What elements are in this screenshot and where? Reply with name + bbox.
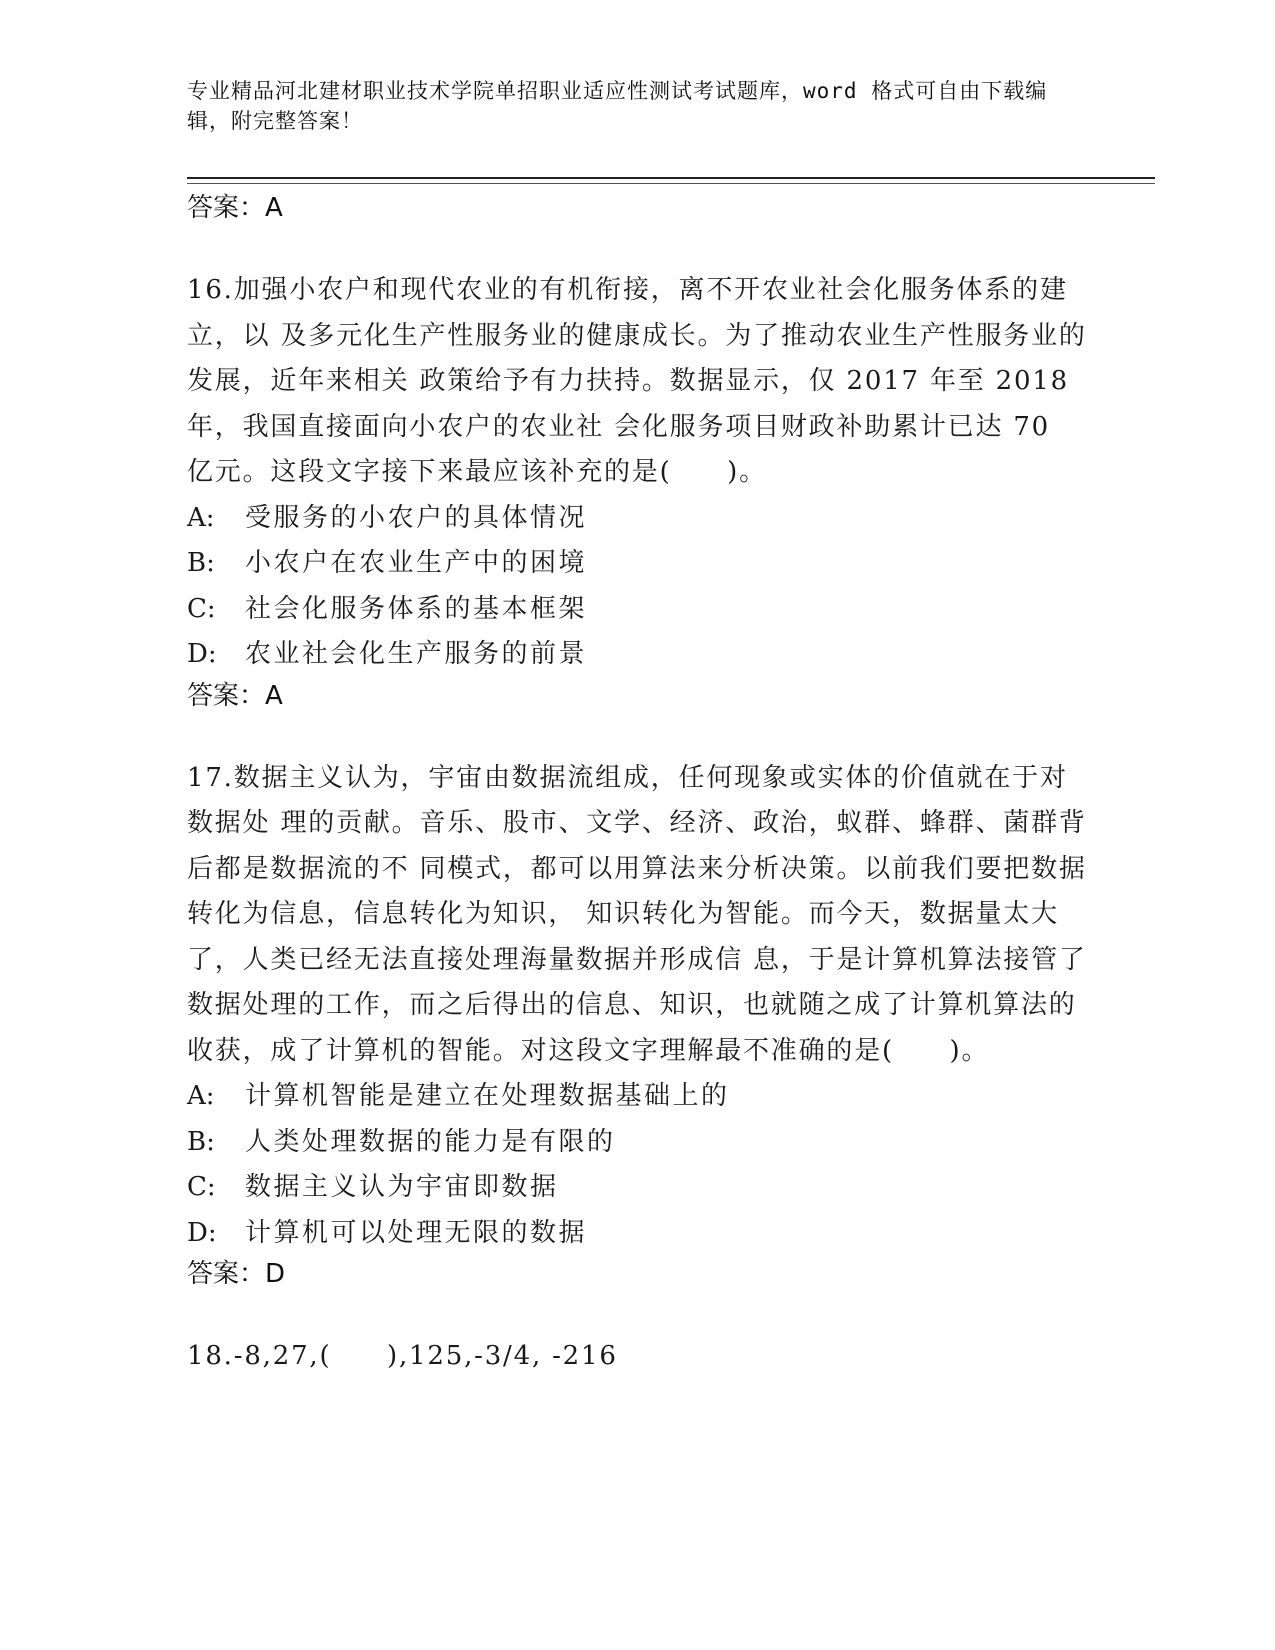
option-b bbox=[187, 1120, 1087, 1166]
answer-line: 答案：D bbox=[187, 1259, 286, 1289]
option-text: 数据主义认为宇宙即数据 bbox=[245, 1172, 559, 1202]
option-text: 人类处理数据的能力是有限的 bbox=[245, 1126, 616, 1157]
option-letter: B: bbox=[187, 1126, 215, 1157]
option-letter: A: bbox=[187, 1081, 215, 1111]
option-a bbox=[187, 496, 1087, 542]
header-divider bbox=[187, 177, 1155, 179]
option-text: 计算机可以处理无限的数据 bbox=[245, 1217, 588, 1248]
option-text: 农业社会化生产服务的前景 bbox=[245, 639, 588, 669]
option-d bbox=[187, 632, 1087, 678]
option-letter: D: bbox=[187, 1217, 217, 1248]
option-letter: D: bbox=[187, 639, 217, 669]
option-text: 受服务的小农户的具体情况 bbox=[245, 502, 588, 533]
option-b bbox=[187, 541, 1087, 587]
question-stem: 17.数据主义认为，宇宙由数据流组成，任何现象或实体的价值就在于对数据处 理的贡献。音乐、股市、文学、经济、政治，蚁群、蜂群、菌群背后都是数据流的不 同模式，都可以用算法来分析决策。以前我们要把数据转化为信息，信息转化为知识， 知识转化为智能。而今天，数据量太大了，人类已经无法直接处理海量数据并形成信 息，于是计算机算法接管了数据处理的工作，而之后得出的信息、知识，也就随之成了计算机算法的收获，成了计算机的智能。对这段文字理解最不准确的是( )。 bbox=[187, 762, 1087, 1066]
answer-line: 答案：A bbox=[187, 193, 283, 223]
option-letter: A: bbox=[187, 502, 215, 533]
option-letter: C: bbox=[187, 1172, 216, 1202]
option-text: 计算机智能是建立在处理数据基础上的 bbox=[245, 1081, 730, 1111]
option-letter: B: bbox=[187, 548, 215, 578]
option-c bbox=[187, 1165, 1087, 1211]
page-header: 专业精品河北建材职业技术学院单招职业适应性测试考试题库，word 格式可自由下载编辑，附完整答案！ bbox=[187, 79, 1048, 133]
option-letter: C: bbox=[187, 593, 216, 624]
question-18 bbox=[187, 1334, 1087, 1380]
question-stem: 18.-8,27,( ),125,-3/4, -216 bbox=[187, 1341, 618, 1371]
option-a bbox=[187, 1074, 1087, 1120]
question-stem: 16.加强小农户和现代农业的有机衔接，离不开农业社会化服务体系的建立，以 及多元化生产性服务业的健康成长。为了推动农业生产性服务业的发展，近年来相关 政策给予有力扶持。数据显示，仅 2017 年至 2018 年，我国直接面向小农户的农业社 会化服务项目财政补助累计已达 70 亿元。这段文字接下来最应该补充的是( )。 bbox=[187, 275, 1087, 487]
question-16 bbox=[187, 268, 1087, 712]
header-divider-thin bbox=[187, 183, 1155, 184]
option-d bbox=[187, 1211, 1087, 1257]
option-text: 小农户在农业生产中的困境 bbox=[245, 548, 588, 578]
document-body bbox=[187, 192, 1087, 1380]
answer-line: 答案：A bbox=[187, 680, 283, 711]
option-c bbox=[187, 587, 1087, 633]
option-text: 社会化服务体系的基本框架 bbox=[245, 593, 588, 624]
question-17 bbox=[187, 756, 1087, 1291]
